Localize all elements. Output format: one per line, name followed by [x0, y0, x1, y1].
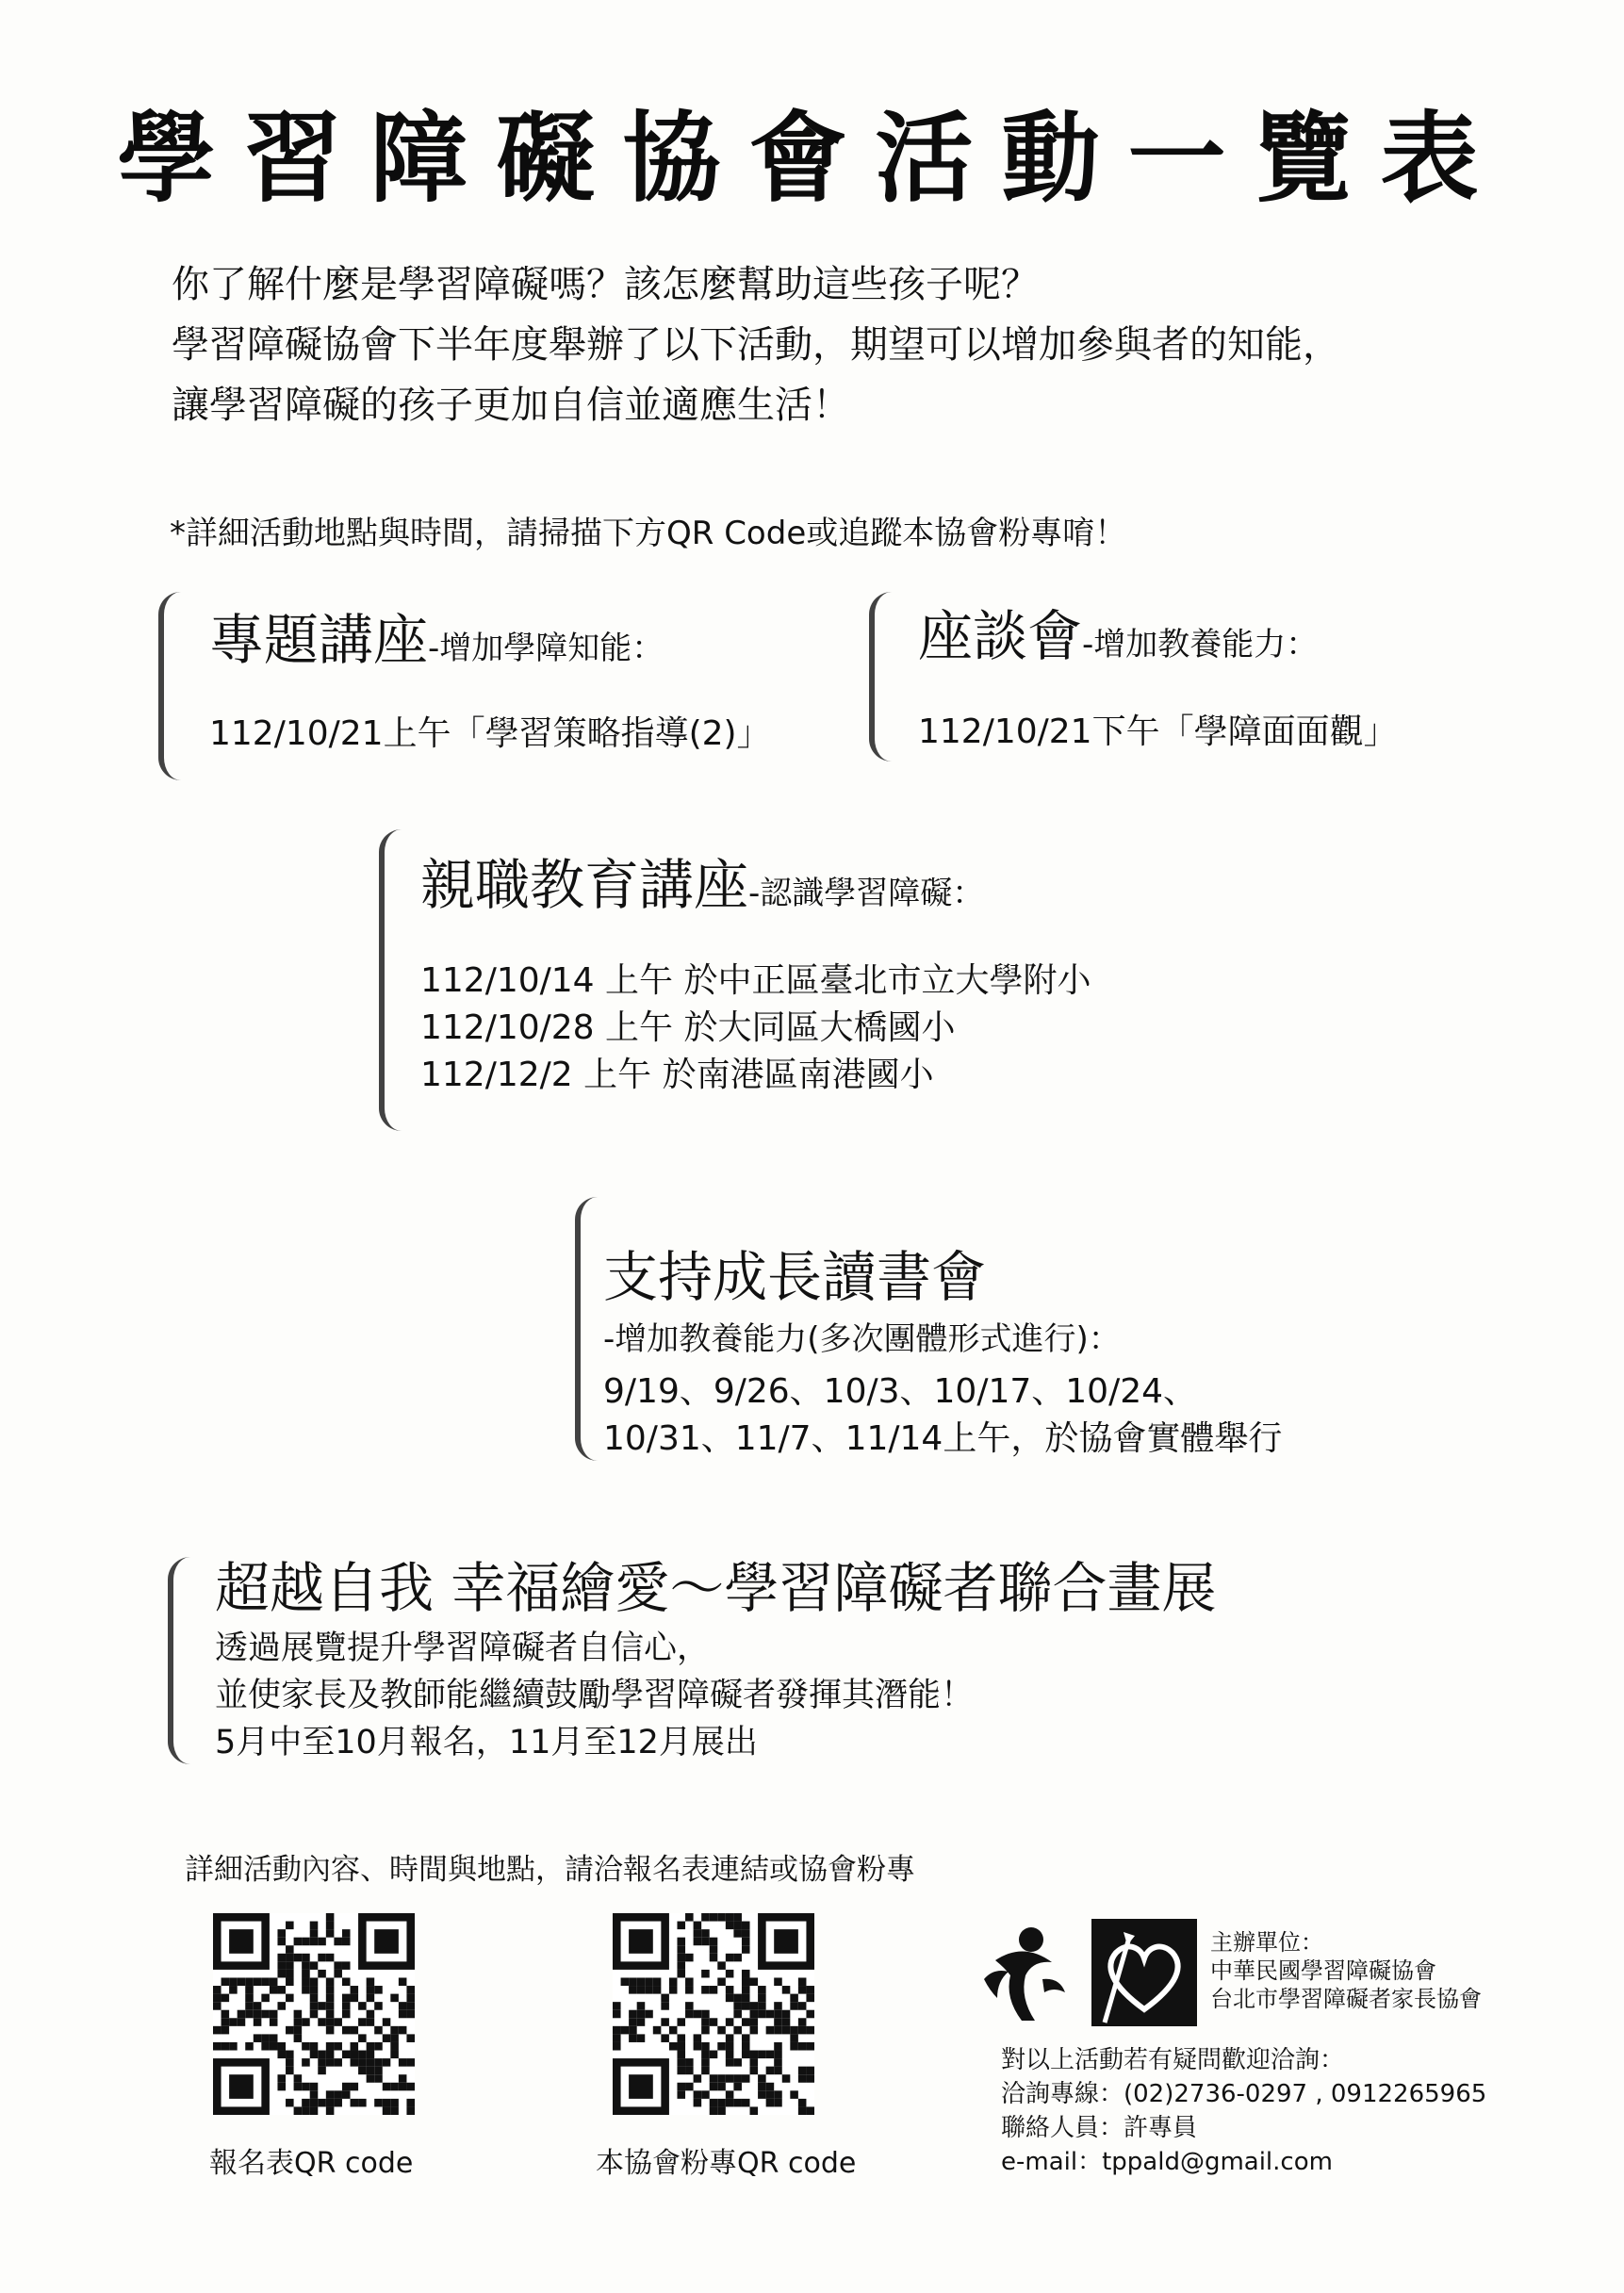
section-lecture-sub: -增加學障知能：: [428, 630, 664, 667]
intro-line-1: 你了解什麼是學習障礙嗎？該怎麼幫助這些孩子呢？: [172, 263, 1039, 306]
signup-qr-label: 報名表QR code: [209, 2147, 414, 2180]
fanpage-qr-code[interactable]: [613, 1913, 814, 2115]
intro-text: [172, 254, 1340, 435]
section-exhibit-title: 超越自我 幸福繪愛～學習障礙者聯合畫展: [215, 1556, 1217, 1620]
intro-line-2: 學習障礙協會下半年度舉辦了以下活動，期望可以增加參與者的知能，: [172, 323, 1340, 367]
section-forum-title: 座談會: [918, 604, 1083, 668]
section-exhibit: [215, 1544, 1216, 1766]
organizer-1: 中華民國學習障礙協會: [1210, 1957, 1436, 1984]
parent-item-2: 112/10/28 上午 於大同區大橋國小: [420, 1008, 956, 1047]
contact-person: 聯絡人員：許專員: [1001, 2114, 1198, 2142]
organizer-block: [1210, 1928, 1482, 2013]
section-reading: [603, 1233, 1282, 1463]
heart-logo-icon: [1091, 1919, 1197, 2026]
signup-qr-code[interactable]: [213, 1913, 415, 2115]
association-figure-logo-icon: [976, 1923, 1071, 2026]
parent-item-1: 112/10/14 上午 於中正區臺北市立大學附小: [420, 961, 1091, 1000]
intro-line-3: 讓學習障礙的孩子更加自信並適應生活！: [172, 384, 850, 427]
fanpage-qr-icon: [613, 1913, 814, 2115]
lecture-item: 112/10/21上午「學習策略指導(2)」: [209, 714, 771, 753]
section-lecture-title: 專題講座: [209, 608, 429, 672]
section-forum: [918, 592, 1398, 756]
section-reading-title: 支持成長讀書會: [603, 1245, 987, 1309]
scan-note: *詳細活動地點與時間，請掃描下方QR Code或追蹤本協會粉專唷！: [170, 515, 1127, 552]
section-reading-sub: -增加教養能力(多次團體形式進行)：: [603, 1320, 1121, 1358]
exhibit-item-2: 並使家長及教師能繼續鼓勵學習障礙者發揮其潛能！: [215, 1677, 975, 1714]
section-lecture: [209, 596, 771, 758]
organizer-label: 主辦單位：: [1210, 1929, 1323, 1956]
page-title: 學習障礙協會活動一覽表: [117, 101, 1507, 216]
bracket-exhibit: [168, 1557, 190, 1764]
exhibit-item-1: 透過展覽提升學習障礙者自信心，: [215, 1630, 711, 1667]
section-parent: [420, 841, 1091, 1099]
parent-item-3: 112/12/2 上午 於南港區南港國小: [420, 1056, 934, 1094]
contact-intro: 對以上活動若有疑問歡迎洽詢：: [1001, 2046, 1345, 2074]
contact-block: [1001, 2043, 1486, 2179]
bracket-forum: [869, 592, 892, 762]
organizer-2: 台北市學習障礙者家長協會: [1210, 1986, 1482, 2012]
reading-item-1: 9/19、9/26、10/3、10/17、10/24、: [603, 1372, 1198, 1411]
forum-item: 112/10/21下午「學障面面觀」: [918, 712, 1398, 751]
bracket-lecture: [158, 592, 181, 780]
section-parent-sub: -認識學習障礙：: [748, 875, 985, 912]
section-parent-title: 親職教育講座: [420, 853, 749, 917]
reading-item-2: 10/31、11/7、11/14上午，於協會實體舉行: [603, 1419, 1283, 1458]
contact-hotline: 洽詢專線：(02)2736-0297 , 0912265965: [1001, 2080, 1487, 2108]
fanpage-qr-label: 本協會粉專QR code: [596, 2147, 857, 2180]
contact-email[interactable]: e-mail：tppald@gmail.com: [1001, 2148, 1333, 2176]
footer-info: 詳細活動內容、時間與地點，請洽報名表連結或協會粉專: [185, 1853, 915, 1887]
bracket-reading: [575, 1197, 598, 1461]
exhibit-item-3: 5月中至10月報名，11月至12月展出: [215, 1724, 758, 1761]
signup-qr-icon: [213, 1913, 415, 2115]
bracket-parent: [379, 829, 402, 1131]
section-forum-sub: -增加教養能力：: [1082, 626, 1319, 663]
